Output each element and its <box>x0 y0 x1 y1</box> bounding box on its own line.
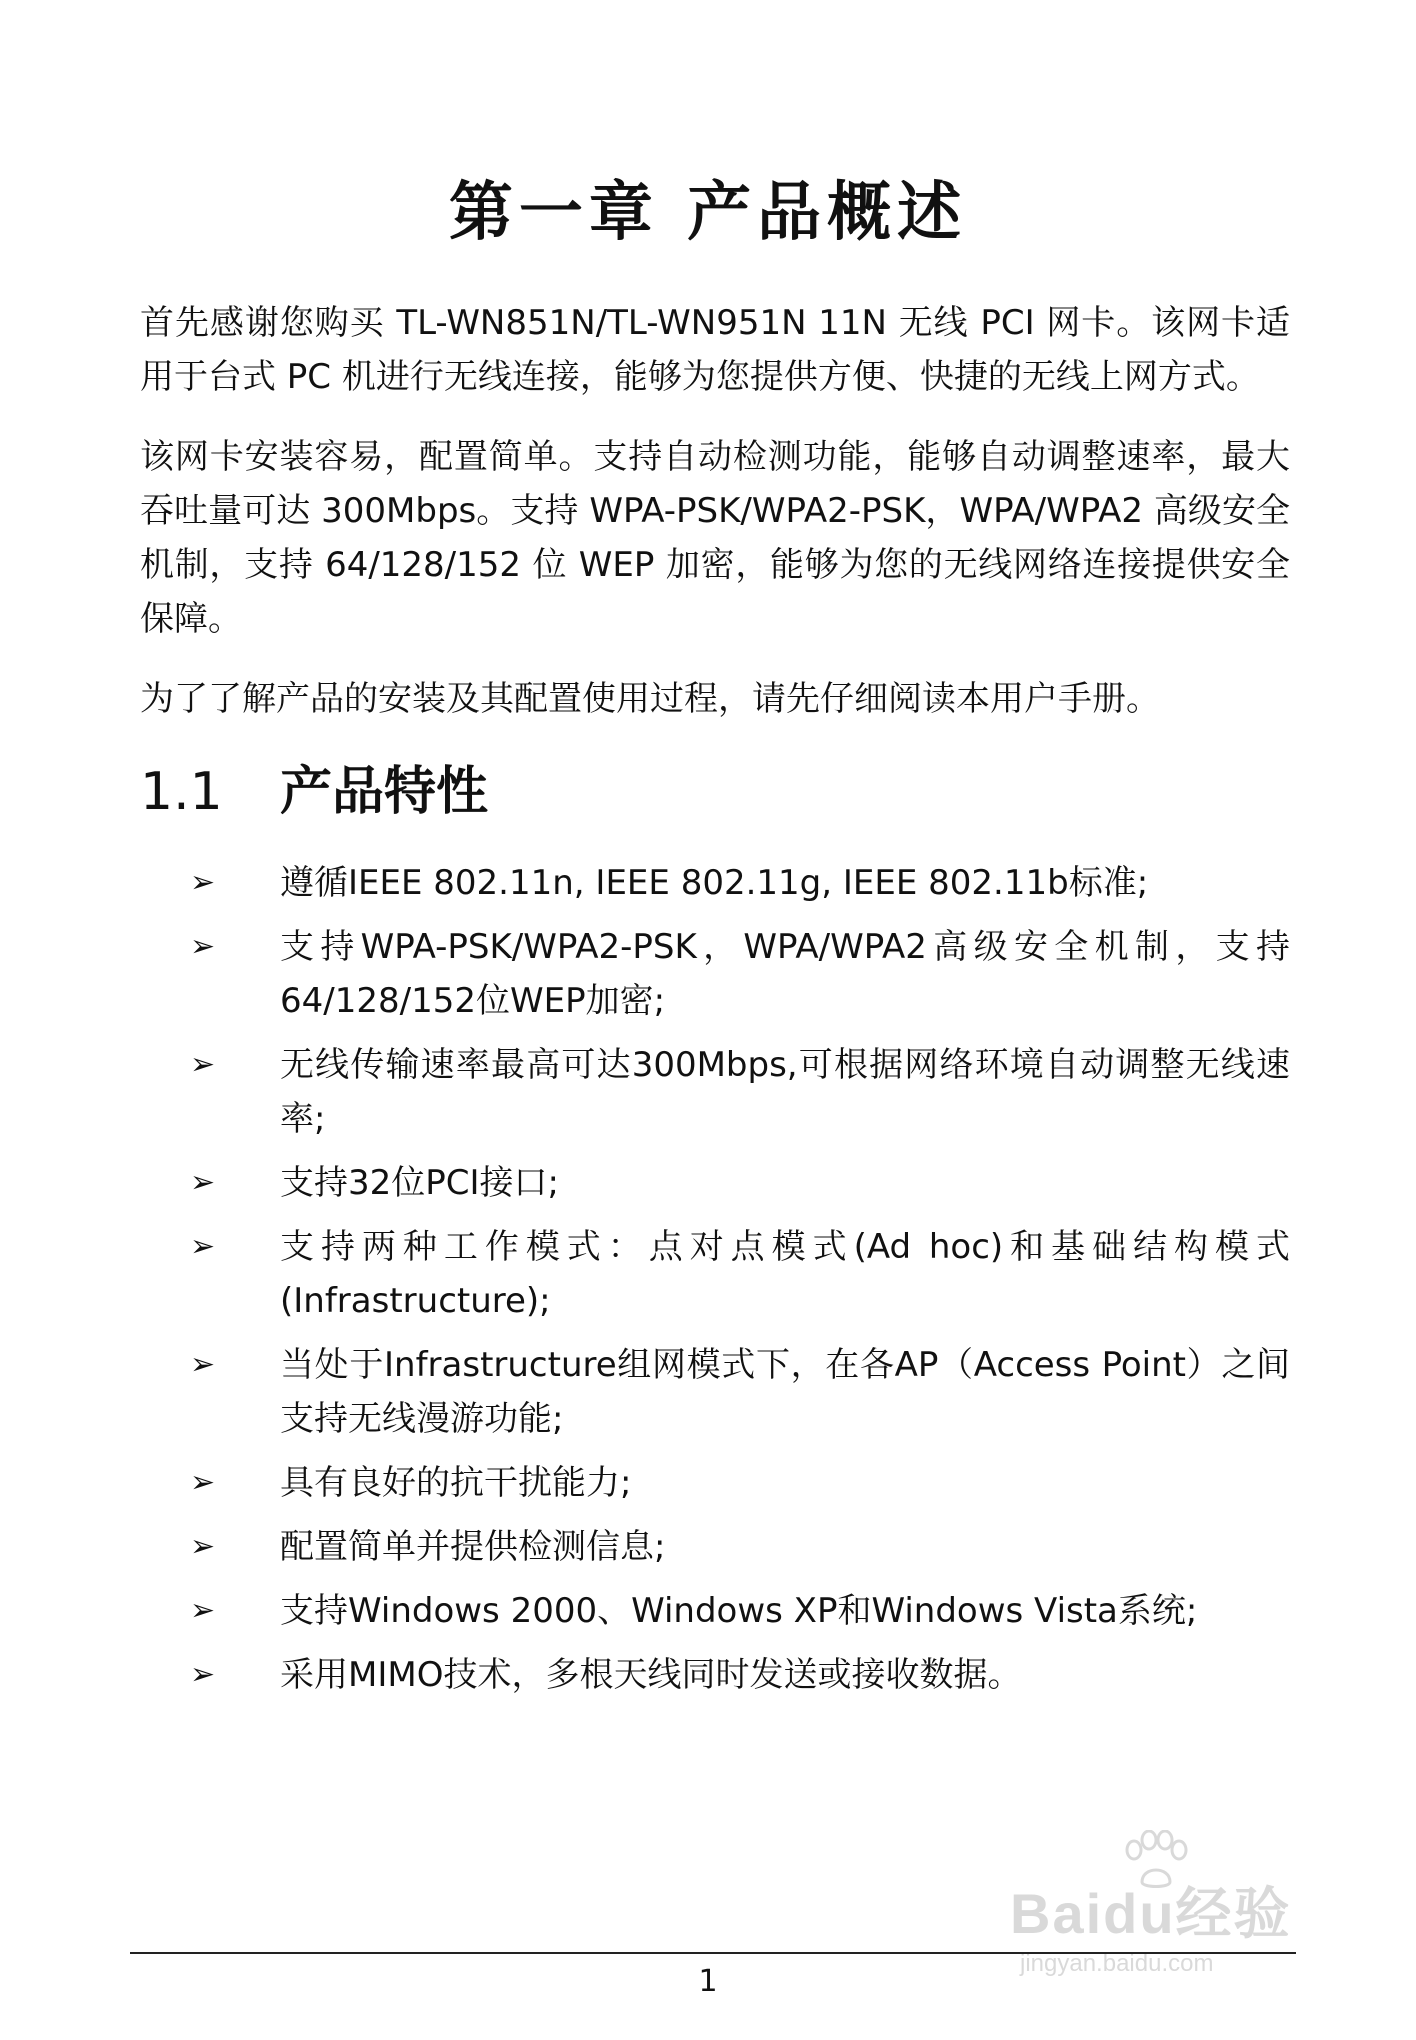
feature-item <box>190 920 1290 1028</box>
section-title: 产品特性 <box>280 762 489 822</box>
watermark-logo: Baidu经验 <box>1010 1882 1292 1945</box>
feature-text: 当处于Infrastructure组网模式下，在各AP（Access Point）之间支持无线漫游功能; <box>280 1345 1290 1439</box>
chapter-title: 第一章 产品概述 <box>448 176 968 250</box>
arrow-bullet-icon: ➢ <box>190 1593 216 1628</box>
intro-paragraph-3: 为了了解产品的安装及其配置使用过程，请先仔细阅读本用户手册。 <box>140 679 1160 719</box>
arrow-bullet-icon: ➢ <box>190 929 216 964</box>
section-number: 1.1 <box>140 762 223 822</box>
feature-text: 支持Windows 2000、Windows XP和Windows Vista系统; <box>280 1591 1198 1631</box>
watermark-url: jingyan.baidu.com <box>1020 1950 1214 1977</box>
intro-paragraph-2: 该网卡安装容易，配置简单。支持自动检测功能，能够自动调整速率，最大吞吐量可达 300Mbps。支持 WPA-PSK/WPA2-PSK，WPA/WPA2 高级安全机制，支持 64/128/152 位 WEP 加密，能够为您的无线网络连接提供安全保障。 <box>140 437 1290 639</box>
arrow-bullet-icon: ➢ <box>190 1347 216 1382</box>
feature-item <box>190 1648 1290 1702</box>
feature-text: 支持两种工作模式：点对点模式(Ad hoc)和基础结构模式(Infrastructure); <box>280 1227 1290 1321</box>
arrow-bullet-icon: ➢ <box>190 1165 216 1200</box>
footer-divider <box>130 1952 1296 1954</box>
feature-item <box>190 1338 1290 1446</box>
feature-text: 采用MIMO技术，多根天线同时发送或接收数据。 <box>280 1655 1022 1695</box>
feature-text: 具有良好的抗干扰能力; <box>280 1463 632 1503</box>
feature-item <box>190 1220 1290 1328</box>
feature-item <box>190 856 1290 910</box>
arrow-bullet-icon: ➢ <box>190 865 216 900</box>
feature-item <box>190 1456 1290 1510</box>
feature-text: 配置简单并提供检测信息; <box>280 1527 666 1567</box>
feature-text: 遵循IEEE 802.11n, IEEE 802.11g, IEEE 802.11b标准; <box>280 863 1149 903</box>
feature-item <box>190 1038 1290 1146</box>
arrow-bullet-icon: ➢ <box>190 1465 216 1500</box>
feature-text: 无线传输速率最高可达300Mbps,可根据网络环境自动调整无线速率; <box>280 1045 1290 1139</box>
arrow-bullet-icon: ➢ <box>190 1657 216 1692</box>
arrow-bullet-icon: ➢ <box>190 1529 216 1564</box>
feature-item <box>190 1156 1290 1210</box>
page-number: 1 <box>698 1964 718 1999</box>
feature-list <box>190 856 1290 1712</box>
feature-text: 支持WPA-PSK/WPA2-PSK，WPA/WPA2高级安全机制，支持64/128/152位WEP加密; <box>280 927 1290 1021</box>
feature-item <box>190 1520 1290 1574</box>
feature-text: 支持32位PCI接口; <box>280 1163 559 1203</box>
feature-item <box>190 1584 1290 1638</box>
arrow-bullet-icon: ➢ <box>190 1229 216 1264</box>
intro-paragraph-1: 首先感谢您购买 TL-WN851N/TL-WN951N 11N 无线 PCI 网卡。该网卡适用于台式 PC 机进行无线连接，能够为您提供方便、快捷的无线上网方式。 <box>140 303 1290 397</box>
arrow-bullet-icon: ➢ <box>190 1047 216 1082</box>
section-heading <box>140 752 1290 832</box>
